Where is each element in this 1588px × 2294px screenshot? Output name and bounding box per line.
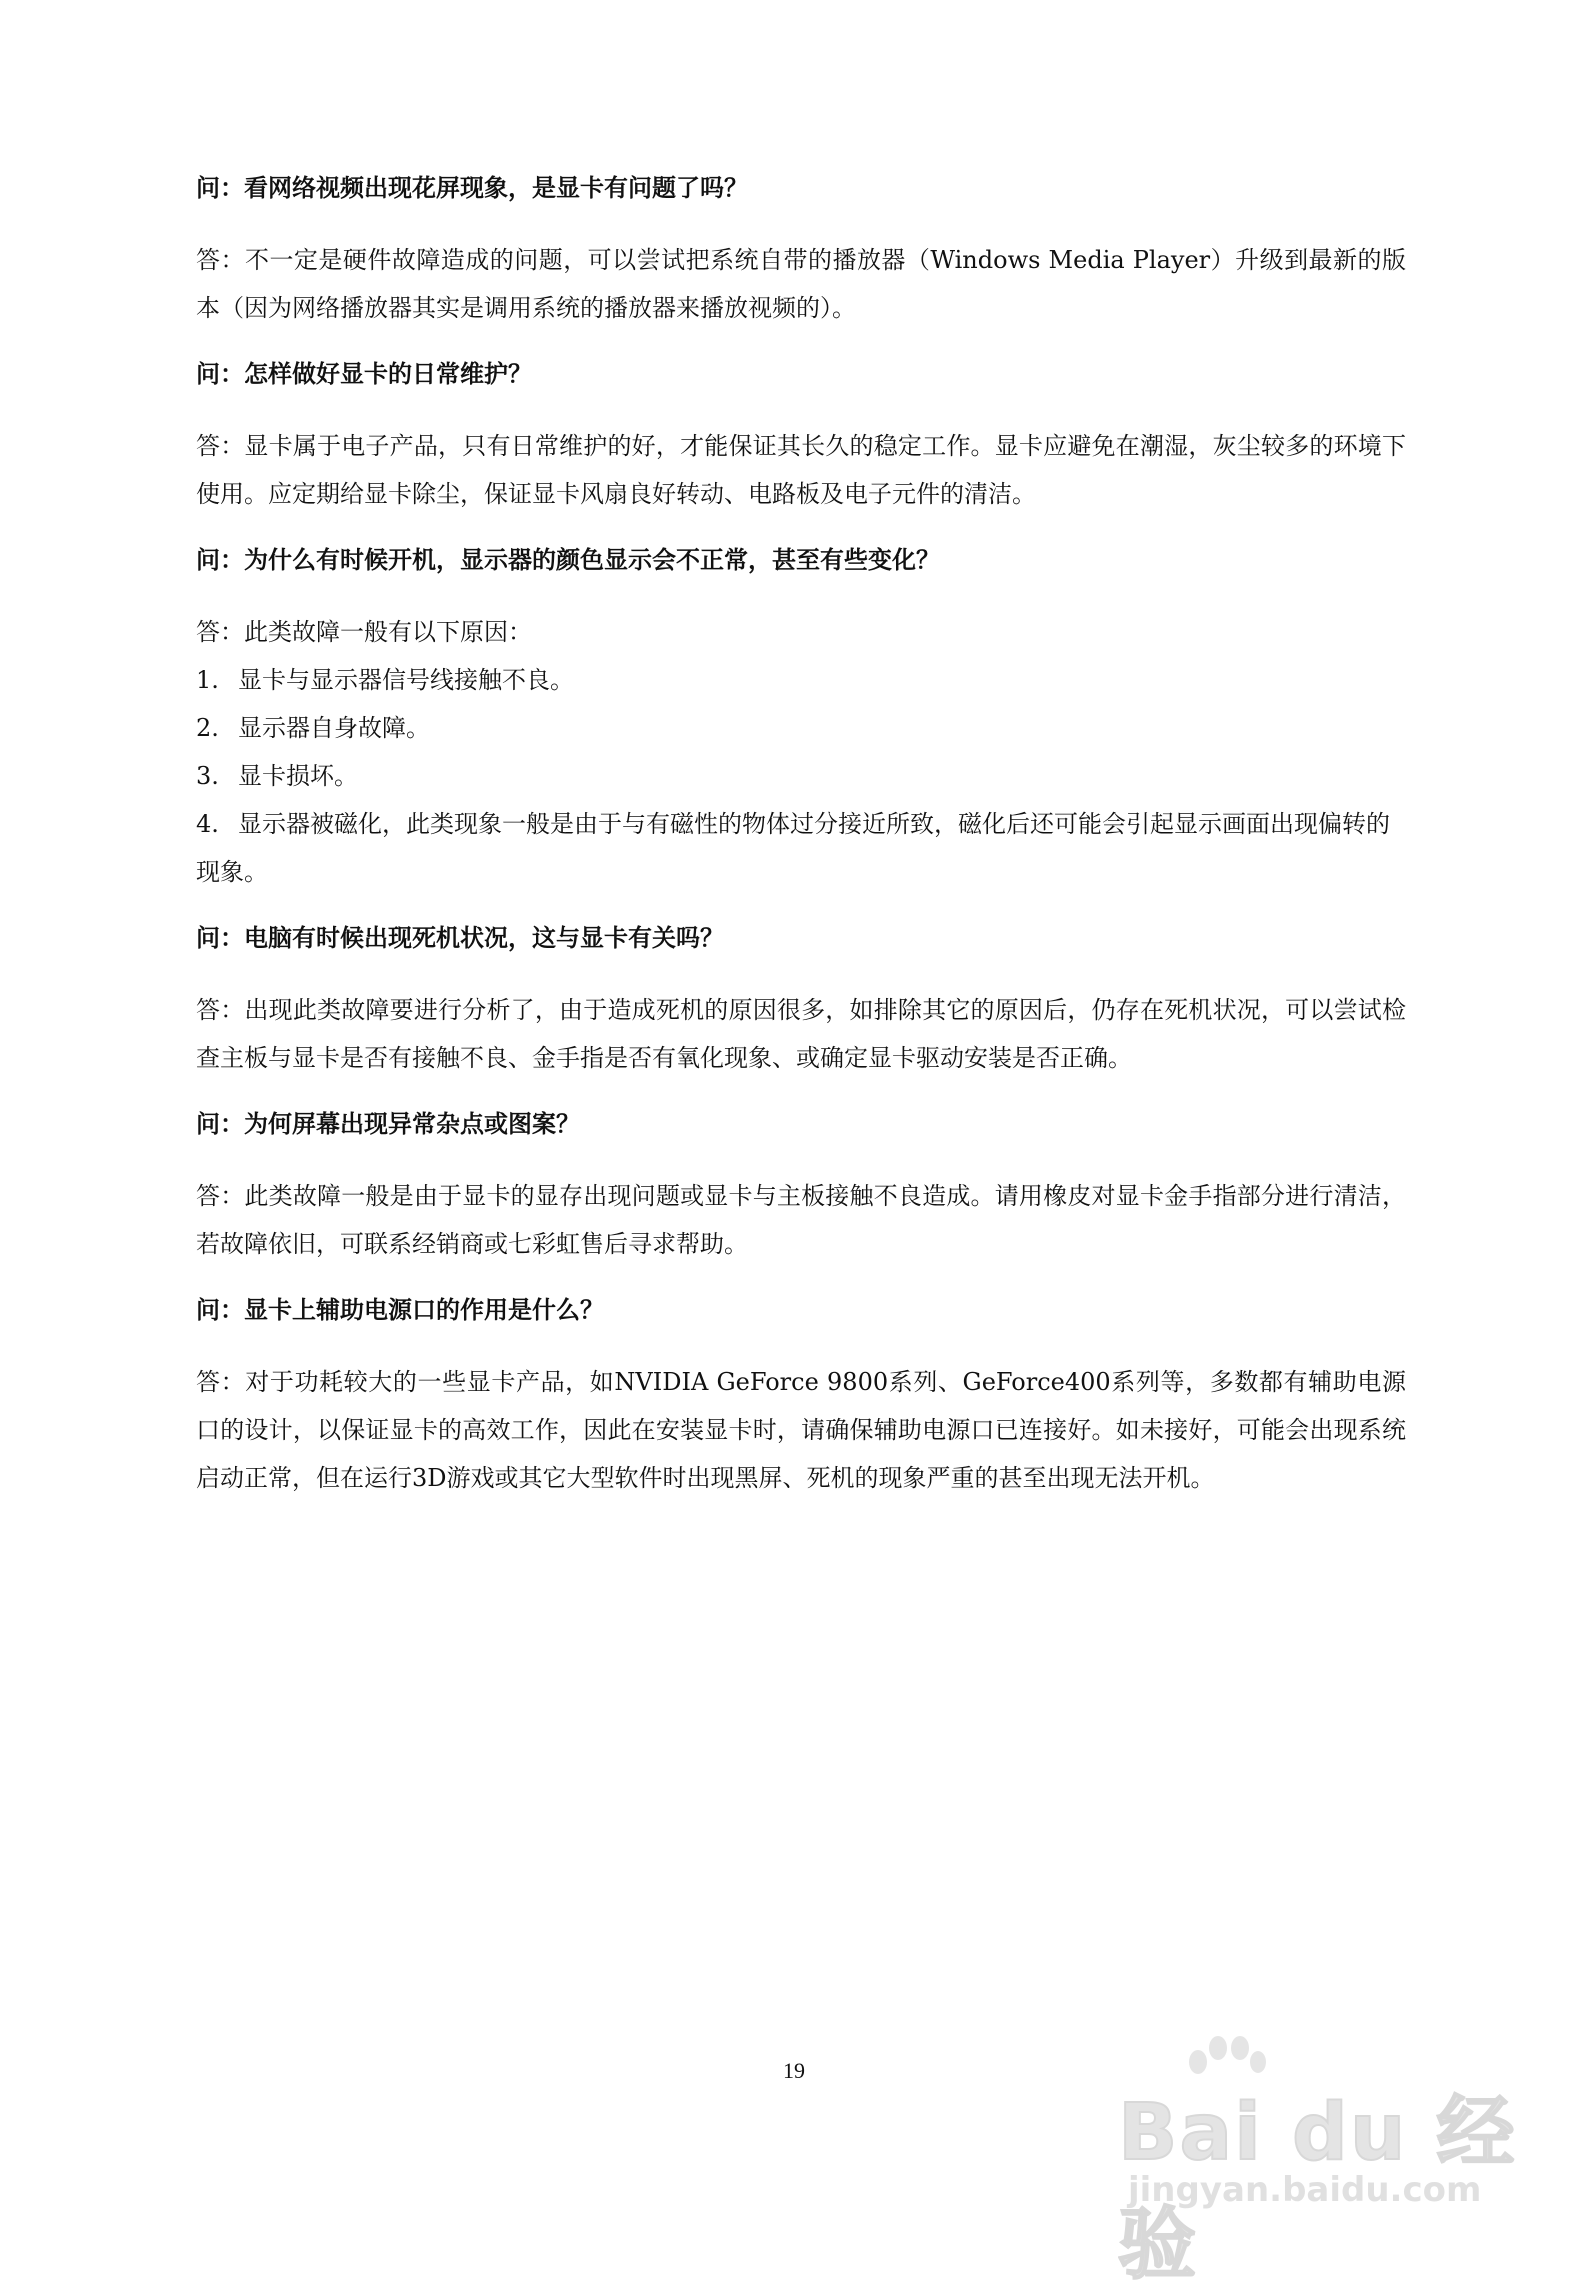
qa-section — [196, 354, 1406, 518]
qa-section — [196, 1290, 1406, 1502]
answer-list-block — [196, 608, 1406, 896]
list-item — [196, 704, 1406, 752]
list-text: 显卡与显示器信号线接触不良。 — [238, 666, 574, 694]
list-number: 3. — [196, 762, 219, 790]
qa-section — [196, 168, 1406, 332]
question-heading: 问：显卡上辅助电源口的作用是什么？ — [196, 1296, 604, 1324]
question-heading: 问：为什么有时候开机，显示器的颜色显示会不正常，甚至有些变化？ — [196, 546, 940, 574]
list-item — [196, 656, 1406, 704]
baidu-watermark — [1118, 2052, 1558, 2290]
list-number: 2. — [196, 714, 219, 742]
qa-section — [196, 1104, 1406, 1268]
answer-paragraph: 答：对于功耗较大的一些显卡产品，如NVIDIA GeForce 9800系列、GeForce400系列等，多数都有辅助电源口的设计，以保证显卡的高效工作，因此在安装显卡时，请确保辅助电源口已连接好。如未接好，可能会出现系统启动正常，但在运行3D游戏或其它大型软件时出现黑屏、死机的现象严重的甚至出现无法开机。 — [196, 1368, 1406, 1492]
list-text: 显示器被磁化，此类现象一般是由于与有磁性的物体过分接近所致，磁化后还可能会引起显示画面出现偏转的现象。 — [196, 810, 1390, 886]
list-item — [196, 752, 1406, 800]
list-text: 显示器自身故障。 — [238, 714, 430, 742]
question-heading: 问：电脑有时候出现死机状况，这与显卡有关吗？ — [196, 924, 724, 952]
answer-paragraph: 答：出现此类故障要进行分析了，由于造成死机的原因很多，如排除其它的原因后，仍存在死机状况，可以尝试检查主板与显卡是否有接触不良、金手指是否有氧化现象、或确定显卡驱动安装是否正确。 — [196, 996, 1406, 1072]
watermark-url: jingyan.baidu.com — [1128, 2170, 1482, 2210]
answer-paragraph: 答：显卡属于电子产品，只有日常维护的好，才能保证其长久的稳定工作。显卡应避免在潮湿，灰尘较多的环境下使用。应定期给显卡除尘，保证显卡风扇良好转动、电路板及电子元件的清洁。 — [196, 432, 1406, 508]
answer-paragraph: 答：不一定是硬件故障造成的问题，可以尝试把系统自带的播放器（Windows Media Player）升级到最新的版本（因为网络播放器其实是调用系统的播放器来播放视频的）。 — [196, 246, 1406, 322]
qa-section — [196, 540, 1406, 896]
question-heading: 问：看网络视频出现花屏现象，是显卡有问题了吗？ — [196, 174, 748, 202]
qa-section — [196, 918, 1406, 1082]
page-content — [196, 168, 1406, 1524]
question-heading: 问：为何屏幕出现异常杂点或图案？ — [196, 1110, 580, 1138]
page-number: 19 — [783, 2058, 805, 2083]
watermark-logo: Bai du 经验 — [1118, 2088, 1517, 2290]
list-item — [196, 800, 1406, 896]
answer-intro: 答：此类故障一般有以下原因： — [196, 618, 532, 646]
list-number: 4. — [196, 810, 219, 838]
list-number: 1. — [196, 666, 219, 694]
list-text: 显卡损坏。 — [238, 762, 358, 790]
question-heading: 问：怎样做好显卡的日常维护？ — [196, 360, 532, 388]
answer-paragraph: 答：此类故障一般是由于显卡的显存出现问题或显卡与主板接触不良造成。请用橡皮对显卡金手指部分进行清洁，若故障依旧，可联系经销商或七彩虹售后寻求帮助。 — [196, 1182, 1406, 1258]
